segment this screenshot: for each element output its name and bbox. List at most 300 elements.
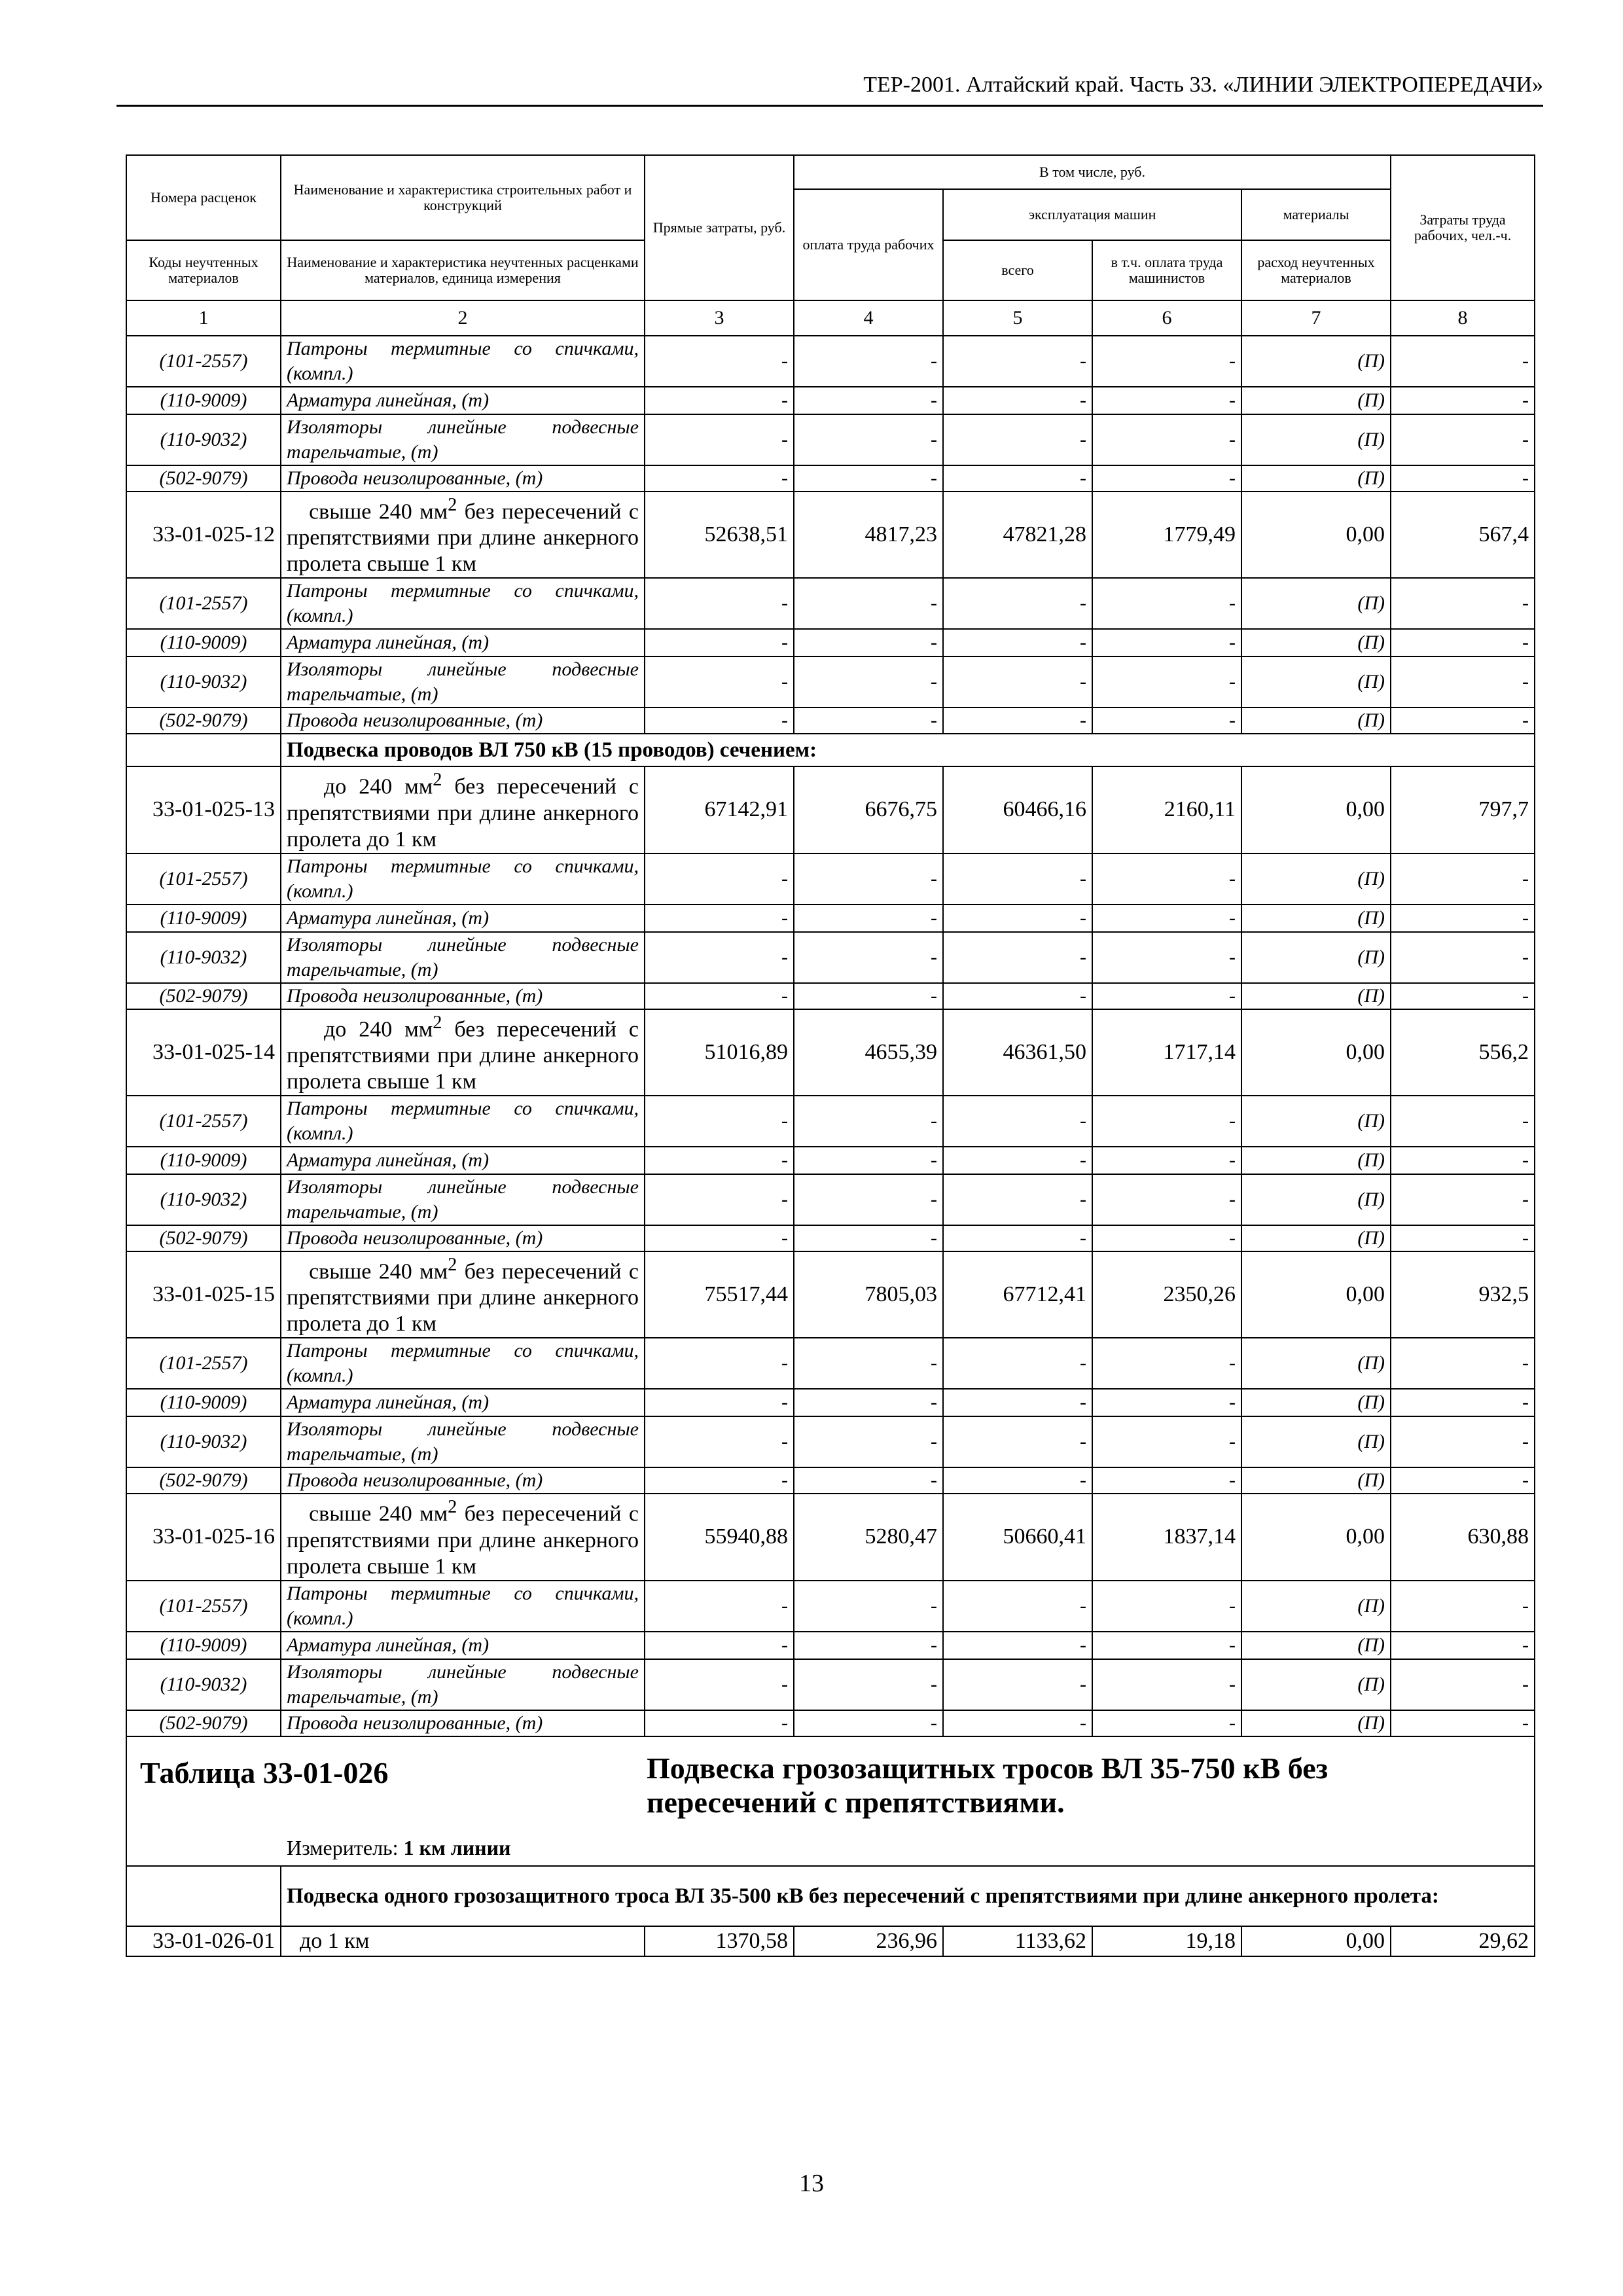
group-heading: Подвеска одного грозозащитного троса ВЛ 35-500 кВ без пересечений с препятствиями при длине анкерного пролета: — [281, 1866, 1535, 1926]
materials-block — [126, 1581, 1535, 1736]
machinists-pay: 1837,14 — [1092, 1494, 1241, 1580]
col-labor-pay-header: оплата труда рабочих — [794, 189, 943, 300]
dash: - — [645, 1225, 794, 1251]
material-code: (101-2557) — [126, 1338, 281, 1389]
dash: - — [645, 656, 794, 708]
material-name: Патроны термитные со спичками, (компл.) — [281, 1096, 645, 1147]
dash: - — [943, 853, 1092, 905]
machinists-pay: 2350,26 — [1092, 1251, 1241, 1338]
dash: - — [645, 1710, 794, 1736]
superscript: 2 — [448, 1497, 457, 1518]
dash: - — [1391, 983, 1535, 1009]
dash: - — [1092, 1710, 1241, 1736]
material-code: (502-9079) — [126, 1467, 281, 1494]
rate-row — [126, 1009, 1535, 1096]
dash: - — [1092, 578, 1241, 629]
labor-hours: 630,88 — [1391, 1494, 1535, 1580]
col-material-usage-header: расход неучтенных материалов — [1241, 240, 1391, 300]
material-name: Патроны термитные со спичками, (компл.) — [281, 853, 645, 905]
rate-code: 33-01-025-12 — [126, 492, 281, 578]
dash: - — [1092, 708, 1241, 734]
material-name: Арматура линейная, (т) — [281, 1147, 645, 1174]
dash: - — [943, 1467, 1092, 1494]
col-materials-header: материалы — [1241, 189, 1391, 240]
dash: - — [645, 1632, 794, 1659]
machines-total: 47821,28 — [943, 492, 1092, 578]
rates-table — [126, 154, 1535, 1957]
work-name-a: свыше 240 мм — [309, 1501, 448, 1526]
material-name: Патроны термитные со спичками, (компл.) — [281, 336, 645, 387]
rate-code: 33-01-025-16 — [126, 1494, 281, 1580]
dash: - — [794, 1632, 943, 1659]
dash: - — [1391, 1581, 1535, 1632]
labor-pay: 5280,47 — [794, 1494, 943, 1580]
materials-cost: 0,00 — [1241, 766, 1391, 853]
work-name — [281, 1251, 645, 1338]
labor-pay: 6676,75 — [794, 766, 943, 853]
work-name-b: без пересечений с препятствиями при длине анкерного пролета свыше 1 км — [287, 1016, 639, 1094]
material-code: (110-9009) — [126, 387, 281, 414]
dash: - — [1391, 387, 1535, 414]
dash: - — [794, 1416, 943, 1467]
dash: - — [1092, 1389, 1241, 1416]
material-name: Провода неизолированные, (т) — [281, 983, 645, 1009]
dash: - — [1092, 414, 1241, 465]
material-name: Патроны термитные со спичками, (компл.) — [281, 1338, 645, 1389]
dash: - — [1391, 1710, 1535, 1736]
material-usage: (П) — [1241, 932, 1391, 983]
dash: - — [794, 465, 943, 492]
material-name: Патроны термитные со спичками, (компл.) — [281, 578, 645, 629]
machines-total: 50660,41 — [943, 1494, 1092, 1580]
dash: - — [1092, 387, 1241, 414]
work-name-b: без пересечений с препятствиями при длине анкерного пролета до 1 км — [287, 774, 639, 852]
machinists-pay: 2160,11 — [1092, 766, 1241, 853]
rate-row — [126, 766, 1535, 853]
rate-row — [126, 1926, 1535, 1956]
dash: - — [794, 1467, 943, 1494]
direct-costs: 67142,91 — [645, 766, 794, 853]
material-code: (101-2557) — [126, 578, 281, 629]
dash: - — [943, 1416, 1092, 1467]
materials-block — [126, 1338, 1535, 1494]
machines-total: 67712,41 — [943, 1251, 1092, 1338]
material-name: Арматура линейная, (т) — [281, 1632, 645, 1659]
dash: - — [794, 1096, 943, 1147]
material-usage: (П) — [1241, 629, 1391, 656]
material-code: (110-9032) — [126, 414, 281, 465]
direct-costs: 1370,58 — [645, 1926, 794, 1956]
dash: - — [794, 1174, 943, 1225]
dash: - — [1391, 336, 1535, 387]
dash: - — [645, 1389, 794, 1416]
dash: - — [1092, 905, 1241, 932]
material-usage: (П) — [1241, 1096, 1391, 1147]
dash: - — [1391, 1096, 1535, 1147]
labor-hours: 797,7 — [1391, 766, 1535, 853]
material-name: Арматура линейная, (т) — [281, 629, 645, 656]
material-code: (110-9032) — [126, 1416, 281, 1467]
dash: - — [645, 1147, 794, 1174]
dash: - — [645, 1416, 794, 1467]
material-name: Изоляторы линейные подвесные тарельчатые, (т) — [281, 1659, 645, 1710]
dash: - — [943, 708, 1092, 734]
machines-total: 60466,16 — [943, 766, 1092, 853]
material-usage: (П) — [1241, 1467, 1391, 1494]
running-header: ТЕР-2001. Алтайский край. Часть 33. «ЛИНИИ ЭЛЕКТРОПЕРЕДАЧИ» — [116, 71, 1543, 107]
material-name: Провода неизолированные, (т) — [281, 708, 645, 734]
col-machines-header: эксплуатация машин — [943, 189, 1241, 240]
dash: - — [943, 983, 1092, 1009]
dash: - — [1092, 465, 1241, 492]
col-direct-costs-header: Прямые затраты, руб. — [645, 155, 794, 300]
page-number: 13 — [799, 2170, 824, 2197]
work-name — [281, 766, 645, 853]
dash: - — [943, 1389, 1092, 1416]
dash: - — [1391, 1389, 1535, 1416]
material-code: (110-9009) — [126, 1632, 281, 1659]
dash: - — [1391, 708, 1535, 734]
dash: - — [794, 1389, 943, 1416]
col-number: 6 — [1092, 300, 1241, 336]
dash: - — [1391, 1225, 1535, 1251]
table-caption: Подвеска грозозащитных тросов ВЛ 35-750 кВ без пересечений с препятствиями. — [647, 1751, 1329, 1819]
materials-cost: 0,00 — [1241, 492, 1391, 578]
dash: - — [943, 578, 1092, 629]
dash: - — [645, 629, 794, 656]
group-heading: Подвеска проводов ВЛ 750 кВ (15 проводов) сечением: — [281, 734, 1535, 766]
col-labor-hours-header: Затраты труда рабочих, чел.-ч. — [1391, 155, 1535, 300]
material-usage: (П) — [1241, 1659, 1391, 1710]
dash: - — [1391, 1467, 1535, 1494]
dash: - — [794, 932, 943, 983]
work-name-b: без пересечений с препятствиями при длине анкерного пролета свыше 1 км — [287, 1501, 639, 1579]
work-name-a: до 240 мм — [323, 774, 433, 799]
unit-line — [287, 1836, 510, 1860]
material-usage: (П) — [1241, 853, 1391, 905]
material-usage: (П) — [1241, 1225, 1391, 1251]
dash: - — [794, 387, 943, 414]
materials-cost: 0,00 — [1241, 1926, 1391, 1956]
labor-hours: 29,62 — [1391, 1926, 1535, 1956]
material-usage: (П) — [1241, 578, 1391, 629]
dash: - — [1092, 1096, 1241, 1147]
materials-block — [126, 578, 1535, 734]
dash: - — [1092, 1225, 1241, 1251]
col-material-name-header: Наименование и характеристика неучтенных расценками материалов, единица измерения — [281, 240, 645, 300]
group-spacer — [126, 1866, 281, 1926]
direct-costs: 52638,51 — [645, 492, 794, 578]
machines-total: 46361,50 — [943, 1009, 1092, 1096]
material-name: Изоляторы линейные подвесные тарельчатые, (т) — [281, 1174, 645, 1225]
material-name: Изоляторы линейные подвесные тарельчатые, (т) — [281, 932, 645, 983]
material-code: (110-9009) — [126, 1147, 281, 1174]
material-usage: (П) — [1241, 983, 1391, 1009]
material-usage: (П) — [1241, 708, 1391, 734]
direct-costs: 51016,89 — [645, 1009, 794, 1096]
dash: - — [1092, 853, 1241, 905]
material-code: (101-2557) — [126, 1096, 281, 1147]
material-usage: (П) — [1241, 336, 1391, 387]
material-code: (502-9079) — [126, 1225, 281, 1251]
dash: - — [794, 853, 943, 905]
material-name: Провода неизолированные, (т) — [281, 1467, 645, 1494]
work-name-b: без пересечений с препятствиями при длине анкерного пролета до 1 км — [287, 1259, 639, 1336]
dash: - — [1092, 1147, 1241, 1174]
dash: - — [645, 465, 794, 492]
work-name — [281, 1494, 645, 1580]
material-usage: (П) — [1241, 414, 1391, 465]
col-number: 8 — [1391, 300, 1535, 336]
dash: - — [645, 414, 794, 465]
machinists-pay: 1779,49 — [1092, 492, 1241, 578]
material-usage: (П) — [1241, 905, 1391, 932]
material-name: Провода неизолированные, (т) — [281, 1710, 645, 1736]
materials-cost: 0,00 — [1241, 1251, 1391, 1338]
direct-costs: 55940,88 — [645, 1494, 794, 1580]
unit-label: Измеритель: — [287, 1835, 404, 1859]
material-usage: (П) — [1241, 656, 1391, 708]
dash: - — [943, 1225, 1092, 1251]
dash: - — [645, 1096, 794, 1147]
dash: - — [943, 414, 1092, 465]
labor-pay: 4655,39 — [794, 1009, 943, 1096]
work-name — [281, 1009, 645, 1096]
dash: - — [1391, 656, 1535, 708]
table-number: Таблица 33-01-026 — [140, 1755, 389, 1789]
material-name: Провода неизолированные, (т) — [281, 465, 645, 492]
labor-hours: 567,4 — [1391, 492, 1535, 578]
dash: - — [943, 656, 1092, 708]
work-name: до 1 км — [281, 1926, 645, 1956]
col-number: 7 — [1241, 300, 1391, 336]
dash: - — [794, 905, 943, 932]
dash: - — [645, 1659, 794, 1710]
machinists-pay: 1717,14 — [1092, 1009, 1241, 1096]
dash: - — [1391, 905, 1535, 932]
dash: - — [794, 708, 943, 734]
material-code: (101-2557) — [126, 853, 281, 905]
dash: - — [943, 1659, 1092, 1710]
material-name: Изоляторы линейные подвесные тарельчатые, (т) — [281, 656, 645, 708]
dash: - — [1391, 1174, 1535, 1225]
rate-row — [126, 1251, 1535, 1338]
dash: - — [1092, 983, 1241, 1009]
material-code: (502-9079) — [126, 465, 281, 492]
labor-pay: 7805,03 — [794, 1251, 943, 1338]
material-usage: (П) — [1241, 1174, 1391, 1225]
col-number: 3 — [645, 300, 794, 336]
dash: - — [1092, 1581, 1241, 1632]
dash: - — [1391, 629, 1535, 656]
dash: - — [1391, 1338, 1535, 1389]
dash: - — [794, 1581, 943, 1632]
material-code: (502-9079) — [126, 1710, 281, 1736]
material-name: Изоляторы линейные подвесные тарельчатые, (т) — [281, 1416, 645, 1467]
material-code: (110-9009) — [126, 1389, 281, 1416]
dash: - — [645, 387, 794, 414]
material-name: Патроны термитные со спичками, (компл.) — [281, 1581, 645, 1632]
dash: - — [1391, 1632, 1535, 1659]
dash: - — [794, 1147, 943, 1174]
material-usage: (П) — [1241, 387, 1391, 414]
material-code: (101-2557) — [126, 336, 281, 387]
labor-hours: 932,5 — [1391, 1251, 1535, 1338]
dash: - — [1391, 414, 1535, 465]
dash: - — [1092, 336, 1241, 387]
dash: - — [943, 387, 1092, 414]
dash: - — [943, 465, 1092, 492]
dash: - — [645, 853, 794, 905]
dash: - — [794, 1659, 943, 1710]
col-machines-total-header: всего — [943, 240, 1092, 300]
material-code: (502-9079) — [126, 708, 281, 734]
dash: - — [794, 414, 943, 465]
machines-total: 1133,62 — [943, 1926, 1092, 1956]
dash: - — [794, 1338, 943, 1389]
material-name: Изоляторы линейные подвесные тарельчатые, (т) — [281, 414, 645, 465]
material-code: (110-9009) — [126, 629, 281, 656]
materials-cost: 0,00 — [1241, 1009, 1391, 1096]
dash: - — [1391, 1659, 1535, 1710]
dash: - — [1391, 1416, 1535, 1467]
work-name — [281, 492, 645, 578]
dash: - — [1092, 656, 1241, 708]
dash: - — [794, 983, 943, 1009]
dash: - — [1092, 1174, 1241, 1225]
superscript: 2 — [448, 495, 457, 515]
col-number: 1 — [126, 300, 281, 336]
dash: - — [794, 1710, 943, 1736]
rate-code: 33-01-025-15 — [126, 1251, 281, 1338]
dash: - — [1391, 932, 1535, 983]
dash: - — [794, 629, 943, 656]
dash: - — [1092, 1467, 1241, 1494]
material-name: Арматура линейная, (т) — [281, 1389, 645, 1416]
col-material-code-header: Коды неучтенных материалов — [126, 240, 281, 300]
dash: - — [645, 983, 794, 1009]
dash: - — [794, 578, 943, 629]
rate-code: 33-01-026-01 — [126, 1926, 281, 1956]
col-including-header: В том числе, руб. — [794, 155, 1391, 189]
material-code: (110-9032) — [126, 932, 281, 983]
labor-pay: 4817,23 — [794, 492, 943, 578]
unit-value: 1 км линии — [403, 1835, 511, 1859]
labor-pay: 236,96 — [794, 1926, 943, 1956]
dash: - — [1391, 578, 1535, 629]
rate-code: 33-01-025-14 — [126, 1009, 281, 1096]
material-usage: (П) — [1241, 1416, 1391, 1467]
material-usage: (П) — [1241, 1632, 1391, 1659]
material-usage: (П) — [1241, 1147, 1391, 1174]
dash: - — [1092, 1338, 1241, 1389]
superscript: 2 — [433, 1012, 442, 1033]
machinists-pay: 19,18 — [1092, 1926, 1241, 1956]
rate-row — [126, 1494, 1535, 1580]
dash: - — [645, 1174, 794, 1225]
dash: - — [943, 629, 1092, 656]
dash: - — [1391, 853, 1535, 905]
dash: - — [645, 1467, 794, 1494]
material-code: (101-2557) — [126, 1581, 281, 1632]
group-spacer — [126, 734, 281, 766]
direct-costs: 75517,44 — [645, 1251, 794, 1338]
superscript: 2 — [433, 770, 442, 791]
rate-row — [126, 492, 1535, 578]
col-rate-number-header: Номера расценок — [126, 155, 281, 240]
material-code: (110-9032) — [126, 1174, 281, 1225]
col-number: 5 — [943, 300, 1092, 336]
table-026-heading — [126, 1736, 1535, 1866]
materials-block — [126, 1096, 1535, 1251]
material-name: Арматура линейная, (т) — [281, 387, 645, 414]
material-code: (110-9009) — [126, 905, 281, 932]
dash: - — [1092, 1416, 1241, 1467]
col-machinists-pay-header: в т.ч. оплата труда машинистов — [1092, 240, 1241, 300]
dash: - — [1391, 465, 1535, 492]
dash: - — [794, 656, 943, 708]
labor-hours: 556,2 — [1391, 1009, 1535, 1096]
dash: - — [943, 1338, 1092, 1389]
material-code: (502-9079) — [126, 983, 281, 1009]
dash: - — [943, 1581, 1092, 1632]
dash: - — [943, 1147, 1092, 1174]
work-name-a: свыше 240 мм — [309, 1259, 448, 1284]
dash: - — [645, 1581, 794, 1632]
col-number: 2 — [281, 300, 645, 336]
dash: - — [1092, 629, 1241, 656]
dash: - — [645, 578, 794, 629]
dash: - — [943, 905, 1092, 932]
superscript: 2 — [448, 1254, 457, 1275]
material-code: (110-9032) — [126, 656, 281, 708]
dash: - — [943, 1632, 1092, 1659]
dash: - — [1092, 1659, 1241, 1710]
work-name-b: без пересечений с препятствиями при длине анкерного пролета свыше 1 км — [287, 499, 639, 577]
material-usage: (П) — [1241, 1389, 1391, 1416]
material-name: Провода неизолированные, (т) — [281, 1225, 645, 1251]
col-number: 4 — [794, 300, 943, 336]
dash: - — [1391, 1147, 1535, 1174]
dash: - — [1092, 932, 1241, 983]
material-usage: (П) — [1241, 1581, 1391, 1632]
material-usage: (П) — [1241, 1710, 1391, 1736]
material-usage: (П) — [1241, 1338, 1391, 1389]
dash: - — [794, 336, 943, 387]
dash: - — [645, 336, 794, 387]
col-work-name-header: Наименование и характеристика строительных работ и конструкций — [281, 155, 645, 240]
material-usage: (П) — [1241, 465, 1391, 492]
dash: - — [645, 1338, 794, 1389]
materials-block — [126, 336, 1535, 492]
dash: - — [943, 1096, 1092, 1147]
dash: - — [943, 1174, 1092, 1225]
dash: - — [645, 932, 794, 983]
dash: - — [943, 1710, 1092, 1736]
material-name: Арматура линейная, (т) — [281, 905, 645, 932]
material-code: (110-9032) — [126, 1659, 281, 1710]
materials-block — [126, 853, 1535, 1009]
dash: - — [943, 336, 1092, 387]
dash: - — [645, 905, 794, 932]
dash: - — [794, 1225, 943, 1251]
dash: - — [943, 932, 1092, 983]
work-name-a: до 240 мм — [323, 1016, 433, 1041]
work-name-a: свыше 240 мм — [309, 499, 448, 524]
rate-code: 33-01-025-13 — [126, 766, 281, 853]
dash: - — [1092, 1632, 1241, 1659]
materials-cost: 0,00 — [1241, 1494, 1391, 1580]
